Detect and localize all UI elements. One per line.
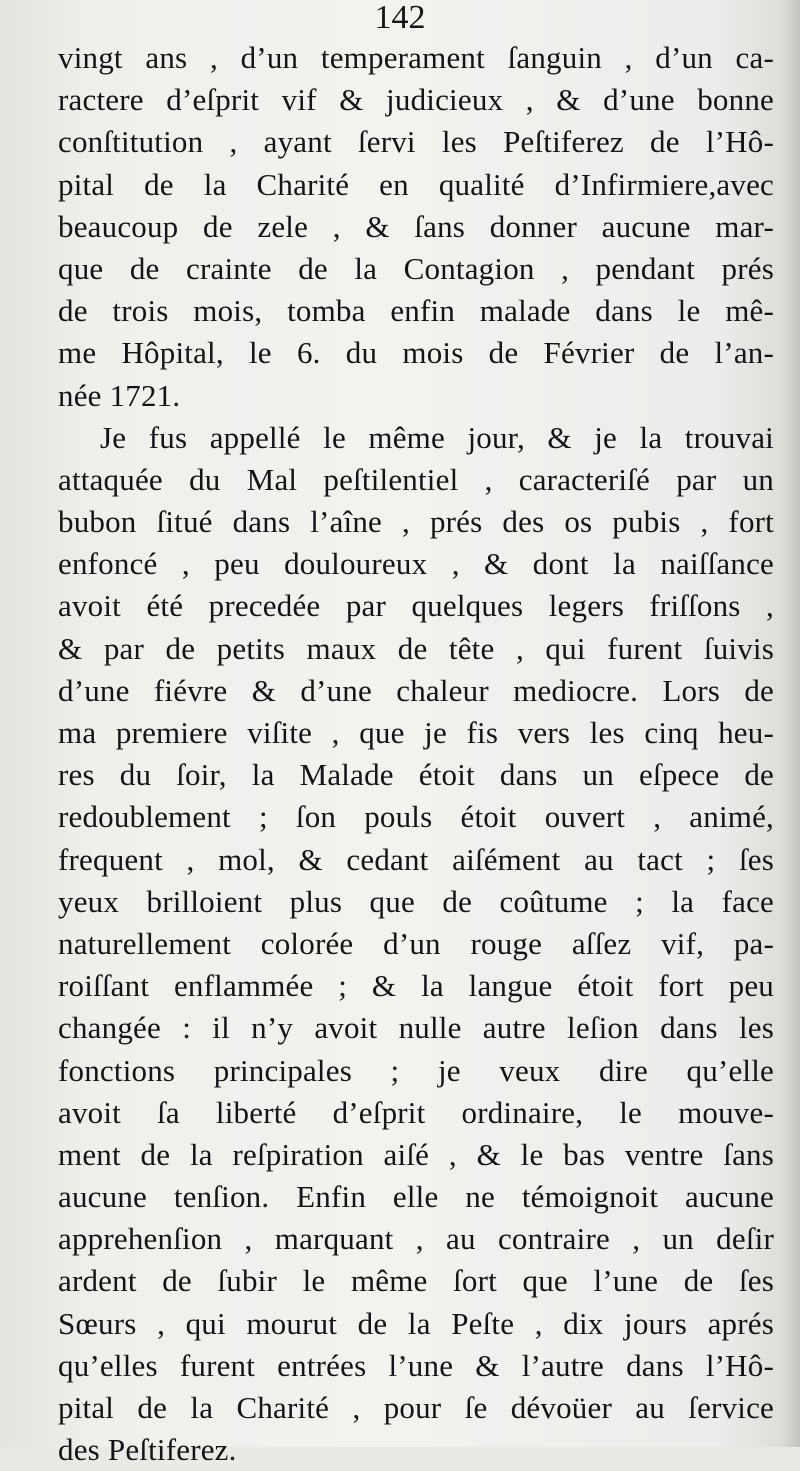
text-line: pital de la Charité , pour ſe dévoüer au ſervice bbox=[58, 1390, 774, 1425]
text-line: avoit ſa liberté d’eſprit ordinaire, le mouve- bbox=[58, 1094, 774, 1130]
text-line: vingt ans , d’un temperament ſanguin , d’un ca- bbox=[58, 40, 774, 75]
text-line: qu’elles furent entrées l’une & l’autre dans l’Hô- bbox=[58, 1347, 774, 1383]
text-line: pital de la Charité en qualité d’Infirmiere,avec bbox=[58, 166, 774, 202]
text-line: de trois mois, tomba enfin malade dans le mê- bbox=[58, 293, 774, 329]
text-line: conſtitution , ayant ſervi les Peſtiferez de l’Hô- bbox=[58, 124, 774, 160]
page-edge-shadow bbox=[782, 0, 800, 1447]
text-line: Sœurs , qui mourut de la Peſte , dix jours aprés bbox=[58, 1305, 774, 1341]
text-line: apprehenſion , marquant , au contraire , un deſir bbox=[58, 1221, 774, 1257]
text-line: enfoncé , peu douloureux , & dont la naiſſance bbox=[58, 546, 774, 582]
text-line: attaquée du Mal peſtilentiel , caracteriſé par un bbox=[58, 461, 774, 497]
text-line: des Peſtiferez. bbox=[58, 1432, 237, 1468]
text-line: fonctions principales ; je veux dire qu’elle bbox=[58, 1052, 774, 1088]
text-line: bubon ſitué dans l’aîne , prés des os pubis , fort bbox=[58, 504, 774, 540]
page-number: 142 bbox=[374, 0, 426, 36]
text-line: redoublement ; ſon pouls étoit ouvert , animé, bbox=[58, 799, 774, 835]
text-line: d’une fiévre & d’une chaleur mediocre. Lors de bbox=[58, 672, 774, 708]
text-line: ma premiere viſite , que je fis vers les cinq heu- bbox=[58, 715, 774, 750]
text-line: ment de la reſpiration aiſé , & le bas ventre ſans bbox=[58, 1136, 774, 1172]
text-line: avoit été precedée par quelques legers friſſons , bbox=[58, 588, 774, 624]
text-line: beaucoup de zele , & ſans donner aucune mar- bbox=[58, 208, 774, 244]
text-line: aucune tenſion. Enfin elle ne témoignoit aucune bbox=[58, 1179, 774, 1215]
text-line: née 1721. bbox=[58, 377, 181, 413]
text-line: naturellement colorée d’un rouge aſſez vif, pa- bbox=[58, 925, 774, 961]
text-line: frequent , mol, & cedant aiſément au tact ; ſes bbox=[58, 841, 774, 877]
text-line: ractere d’eſprit vif & judicieux , & d’une bonne bbox=[58, 82, 774, 118]
text-line: me Hôpital, le 6. du mois de Février de l’an- bbox=[58, 335, 774, 371]
text-line: roiſſant enflammée ; & la langue étoit fort peu bbox=[58, 968, 774, 1004]
text-line: Je fus appellé le même jour, & je la trouvai bbox=[100, 419, 774, 455]
text-line: res du ſoir, la Malade étoit dans un eſpece de bbox=[58, 757, 774, 793]
paragraph-case-description bbox=[58, 417, 774, 1471]
text-line: ardent de ſubir le même ſort que l’une de ſes bbox=[58, 1263, 774, 1299]
text-line: que de crainte de la Contagion , pendant prés bbox=[58, 250, 774, 286]
paragraph-continuation bbox=[58, 37, 774, 417]
text-line: & par de petits maux de tête , qui furent ſuivis bbox=[58, 630, 774, 666]
text-line: changée : il n’y avoit nulle autre leſion dans les bbox=[58, 1010, 774, 1046]
body-text bbox=[58, 37, 774, 1471]
text-line: yeux brilloient plus que de coûtume ; la face bbox=[58, 883, 774, 919]
